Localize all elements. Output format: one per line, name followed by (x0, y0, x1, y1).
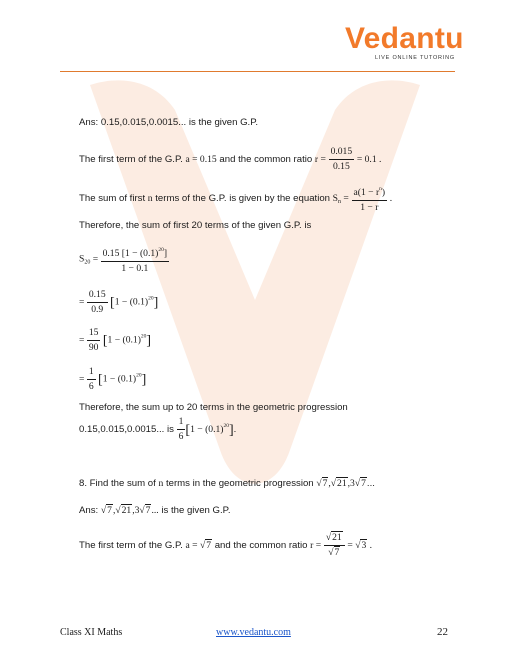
ratio-num: 0.015 (329, 146, 355, 160)
first-term-8-line: The first term of the G.P. a = √7 and the common ratio r = $\frac{√21}{√7}$ = √3 . (79, 532, 373, 558)
step2-fraction (87, 327, 101, 354)
step2-den: 90 (88, 342, 99, 353)
ft8-end: . (369, 540, 373, 552)
r-label: r = (314, 154, 326, 166)
ans8-seq-1: 7 (107, 505, 112, 516)
q8-text-a: 8. Find the sum of (79, 478, 156, 489)
conclusion-num: 1 (177, 416, 186, 430)
ratio-den: 0.15 (332, 161, 350, 172)
ans8-seq-3b: 7 (145, 505, 151, 516)
sum-text-n: n (147, 193, 153, 205)
step2-bracket: 1 − (0.1) (107, 334, 141, 346)
s20-eq: = (92, 253, 99, 265)
step3-sup: 20 (136, 372, 142, 379)
sn-end: . (389, 193, 393, 205)
ans8-tail: is the given G.P. (161, 505, 231, 516)
s20-label: S (79, 253, 85, 265)
answer-8: Ans: √7,√21,3√7... is the given G.P. (79, 505, 231, 516)
ratio-value: = 0.1 . (356, 154, 382, 166)
step1-eq: = (79, 296, 85, 308)
step1-bracket: 1 − (0.1) (114, 296, 149, 308)
step-2: = $\frac{15}{90}$ $[1 - (0.1)^{20}]$ (79, 327, 152, 353)
sn-num-a: a(1 − r (353, 187, 380, 198)
step3-fraction (87, 366, 96, 393)
step1-fraction (87, 289, 108, 316)
q8-seq-3b: 7 (361, 478, 366, 489)
first-term-eq: a = 0.15 (185, 154, 217, 166)
sn-num-b: ) (381, 187, 386, 198)
ft8-den: 7 (334, 547, 340, 558)
sn-num-sup: n (379, 186, 382, 192)
conclusion-sup: 20 (223, 423, 229, 430)
conclusion-end: . (233, 424, 237, 436)
page-number: 22 (437, 626, 448, 638)
conclusion-line-1: Therefore, the sum up to 20 terms in the geometric progression (79, 402, 348, 413)
step3-bracket: 1 − (0.1) (102, 373, 137, 385)
ft8-a: a = (185, 540, 198, 552)
step2-num: 15 (87, 327, 101, 341)
s20-fraction (101, 244, 170, 275)
sn-den: 1 − r (360, 202, 379, 213)
conclusion-bracket: 1 − (0.1) (190, 424, 224, 436)
question-8: 8. Find the sum of n terms in the geometric progression √7,√21,3√7... (79, 478, 375, 489)
s20-num-sup: 20 (158, 247, 164, 253)
s20-den: 1 − 0.1 (121, 263, 149, 274)
step-3: = $\frac{1}{6}$ $[1 - (0.1)^{20}]$ (79, 366, 147, 392)
footer-class: Class XI Maths (60, 627, 123, 638)
q8-seq-1: 7 (322, 478, 328, 489)
sn-sub: n (338, 199, 342, 206)
ft8-eq: = (347, 540, 353, 552)
conclusion-text: 0.15,0.015,0.0015... is (79, 424, 174, 436)
sum-text-b: terms of the G.P. is given by the equation (155, 193, 330, 205)
answer-line: Ans: 0.15,0.015,0.0015... is the given G.P. (79, 117, 259, 128)
vedantu-logo (345, 24, 464, 61)
step3-den: 6 (88, 381, 94, 392)
sn-label: S (332, 193, 339, 205)
sn-eq: = (343, 193, 349, 205)
s20-num-a: 0.15 (102, 248, 120, 259)
q8-seq-3a: 3 (350, 478, 355, 489)
sum-formula-line (79, 183, 392, 214)
step3-num: 1 (87, 366, 96, 380)
s20-num-b: [1 − (0.1) (121, 248, 159, 259)
s20-num-c: ] (163, 248, 168, 259)
ft8-val: 7 (206, 540, 212, 552)
sn-fraction (352, 183, 388, 214)
logo-text: Vedantu (345, 22, 464, 55)
ratio-text: and the common ratio (219, 154, 313, 166)
step2-sup: 20 (140, 333, 147, 340)
step-1: = $\frac{0.15}{0.9}$ $[1 - (0.1)^{20}]$ (79, 289, 159, 315)
ft8-prefix: The first term of the G.P. (79, 540, 183, 552)
step1-den: 0.9 (91, 304, 104, 315)
step1-sup: 20 (148, 295, 154, 302)
header-rule (60, 71, 455, 72)
q8-seq-2: 21 (337, 478, 347, 489)
conclusion-den: 6 (178, 431, 184, 442)
q8-dots: ... (366, 478, 375, 489)
therefore-sum-line: Therefore, the sum of first 20 terms of the given G.P. is (79, 220, 312, 231)
q8-n: n (158, 478, 164, 489)
first-term-prefix: The first term of the G.P. (79, 154, 183, 166)
s20-equation (79, 244, 169, 275)
ans8-seq-2: 21 (121, 505, 132, 516)
ans8-dots: ... (151, 505, 159, 516)
ratio-fraction (329, 146, 355, 173)
s20-sub: 20 (84, 259, 91, 266)
ft8-fraction: $\frac{√21}{√7}$ (324, 532, 345, 559)
ft8-num: 21 (332, 532, 342, 543)
conclusion-line-2: 0.15,0.015,0.0015... is $\frac{1}{6}$ $[1 - (0.1)^{20}]$. (79, 416, 237, 442)
footer-website-link[interactable]: www.vedantu.com (216, 627, 291, 638)
sum-text-a: The sum of first (79, 193, 146, 205)
first-term-line (79, 146, 381, 173)
ft8-ratio-text: and the common ratio (214, 540, 308, 552)
q8-text-b: terms in the geometric progression (165, 478, 314, 489)
ft8-res: 3 (361, 540, 367, 552)
logo-tagline: LIVE ONLINE TUTORING (375, 55, 455, 61)
step2-eq: = (79, 334, 85, 346)
ans8-label: Ans: (79, 505, 99, 516)
ans8-seq-3a: 3 (134, 505, 140, 516)
ft8-r: r = (310, 540, 322, 552)
step3-eq: = (79, 373, 85, 385)
step1-num: 0.15 (87, 289, 108, 303)
